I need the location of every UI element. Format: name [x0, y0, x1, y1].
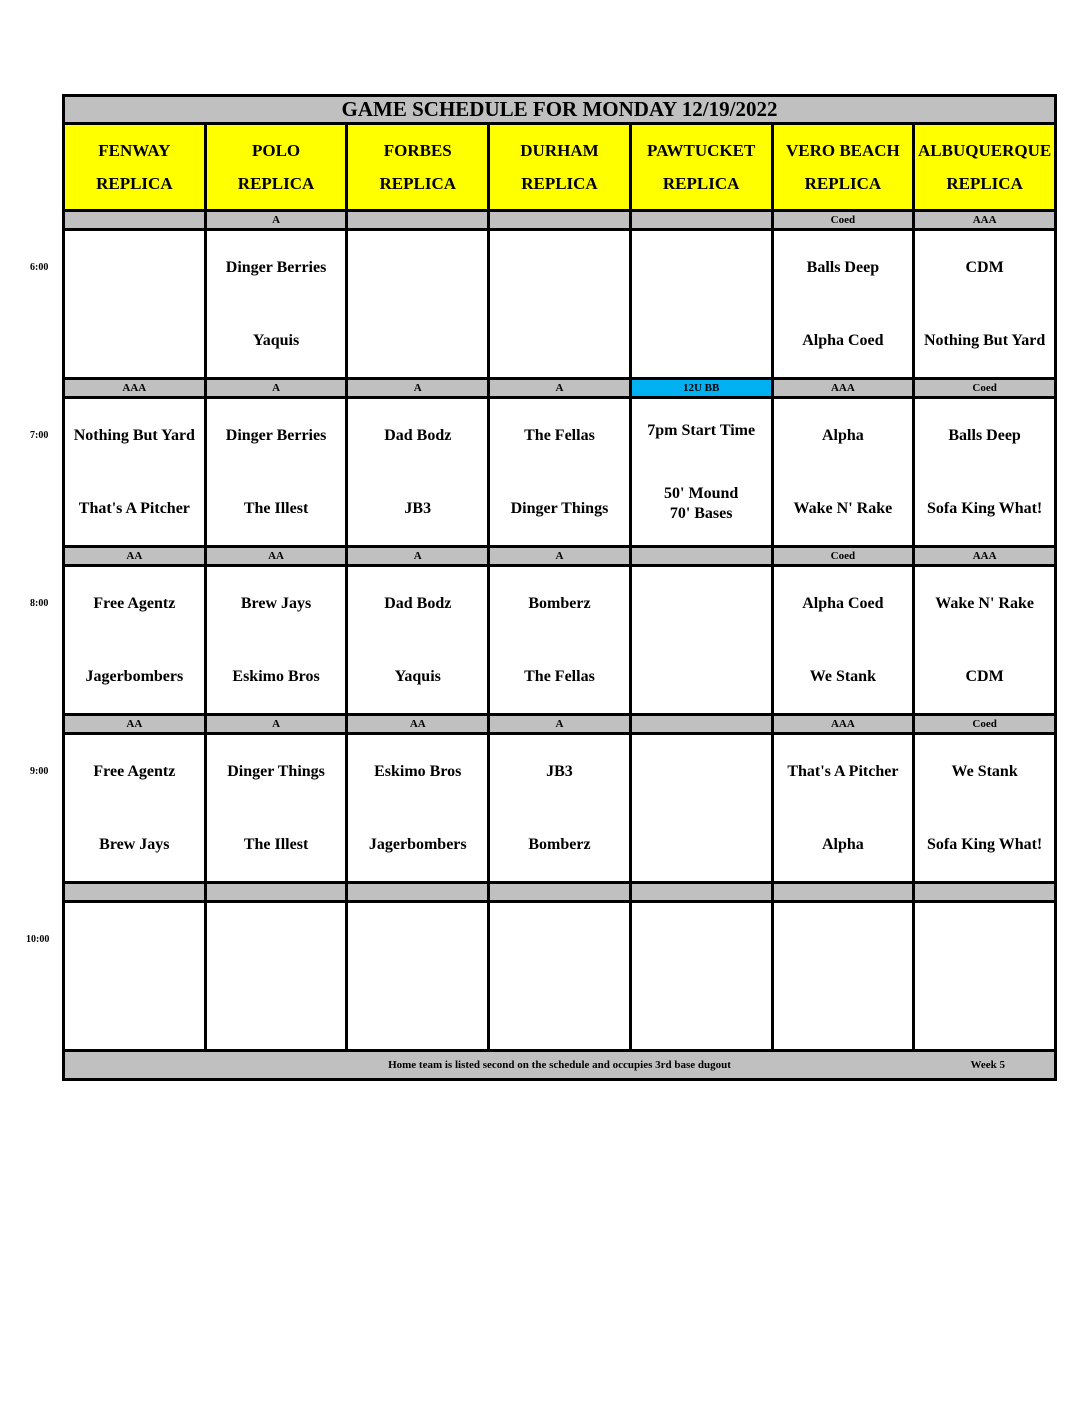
team-name: Dinger Berries: [225, 258, 327, 276]
game-cell: [630, 734, 772, 883]
game-cell: [914, 902, 1056, 1051]
team-name: We Stank: [809, 667, 876, 685]
team-name: Yaquis: [394, 667, 441, 685]
field-header: [630, 124, 772, 211]
division-label: A: [205, 379, 347, 398]
game-cell: [489, 230, 631, 379]
game-cell: [489, 902, 631, 1051]
game-cell: [772, 230, 914, 379]
note-line: 70' Bases: [669, 504, 733, 522]
team-name: That's A Pitcher: [787, 762, 899, 780]
field-header: [347, 124, 489, 211]
game-cell: [205, 902, 347, 1051]
division-label: [347, 883, 489, 902]
game-cell: [347, 734, 489, 883]
game-cell: [914, 398, 1056, 547]
field-name: FENWAY: [98, 141, 171, 160]
division-label: [205, 883, 347, 902]
team-name: Dad Bodz: [384, 594, 452, 612]
division-row: [64, 883, 1056, 902]
time-label: 9:00: [30, 765, 49, 777]
time-column: [0, 0, 62, 1408]
game-cell: [347, 566, 489, 715]
game-row: [64, 566, 1056, 715]
field-name: VERO BEACH: [785, 141, 900, 160]
team-name: The Fellas: [524, 426, 595, 444]
division-label: [630, 883, 772, 902]
team-name: Dinger Things: [510, 499, 609, 517]
team-name: Nothing But Yard: [73, 426, 195, 444]
team-name: JB3: [404, 499, 432, 517]
game-cell: [347, 398, 489, 547]
division-label: AA: [64, 715, 206, 734]
division-label: Coed: [914, 715, 1056, 734]
division-label: [489, 883, 631, 902]
division-label: [630, 547, 772, 566]
game-cell: [489, 566, 631, 715]
team-name: CDM: [965, 258, 1004, 276]
division-label: Coed: [772, 211, 914, 230]
game-cell: [64, 902, 206, 1051]
division-label: A: [205, 715, 347, 734]
team-name: Balls Deep: [806, 258, 880, 276]
team-name: Dinger Things: [227, 762, 325, 780]
schedule-title: GAME SCHEDULE FOR MONDAY 12/19/2022: [64, 96, 1056, 124]
field-name: DURHAM: [520, 141, 599, 160]
field-name: ALBUQUERQUE: [918, 141, 1052, 160]
game-cell: [64, 734, 206, 883]
team-name: Wake N' Rake: [793, 499, 893, 517]
team-name: Jagerbombers: [368, 835, 467, 853]
division-row: [64, 379, 1056, 398]
division-label: A: [489, 715, 631, 734]
field-sub: REPLICA: [662, 174, 740, 193]
team-name: Free Agentz: [93, 762, 176, 780]
field-header: [64, 124, 206, 211]
game-cell: [630, 566, 772, 715]
game-cell: [205, 566, 347, 715]
game-cell: [772, 734, 914, 883]
division-label: [64, 883, 206, 902]
game-row: [64, 230, 1056, 379]
game-cell: [914, 566, 1056, 715]
time-label: 6:00: [30, 261, 49, 273]
team-name: CDM: [965, 667, 1004, 685]
division-row: [64, 547, 1056, 566]
division-label: [489, 211, 631, 230]
game-cell: [630, 230, 772, 379]
team-name: Bomberz: [528, 594, 591, 612]
footer-note: Home team is listed second on the schedule and occupies 3rd base dugout: [388, 1059, 731, 1071]
team-name: We Stank: [951, 762, 1018, 780]
team-name: JB3: [546, 762, 573, 780]
team-name: The Illest: [243, 835, 309, 853]
game-cell: [489, 734, 631, 883]
division-label: AAA: [772, 379, 914, 398]
time-label: 7:00: [30, 429, 49, 441]
team-name: The Fellas: [524, 667, 595, 685]
division-label: A: [489, 379, 631, 398]
division-label: A: [489, 547, 631, 566]
game-cell: [630, 398, 772, 547]
team-name: The Illest: [243, 499, 309, 517]
note-line: 50' Mound: [664, 484, 739, 502]
field-header: [489, 124, 631, 211]
game-cell: [914, 734, 1056, 883]
game-cell: [205, 734, 347, 883]
division-label: AAA: [914, 547, 1056, 566]
team-name: 7pm Start Time: [647, 421, 756, 439]
game-row: [64, 398, 1056, 547]
game-row: [64, 902, 1056, 1051]
team-name: That's A Pitcher: [78, 499, 190, 517]
game-cell: [489, 398, 631, 547]
division-label: AA: [64, 547, 206, 566]
schedule-sheet: [62, 94, 1057, 1081]
field-name: PAWTUCKET: [647, 141, 756, 160]
field-header-row: [64, 124, 1056, 211]
team-name: Eskimo Bros: [374, 762, 462, 780]
game-row: [64, 734, 1056, 883]
division-label: Coed: [772, 547, 914, 566]
game-cell: [205, 230, 347, 379]
division-label: AA: [347, 715, 489, 734]
division-label: Coed: [914, 379, 1056, 398]
time-label: 8:00: [30, 597, 49, 609]
team-name: Alpha: [821, 426, 864, 444]
division-label: A: [205, 211, 347, 230]
note-group: [664, 484, 738, 524]
team-name: Wake N' Rake: [935, 594, 1034, 612]
game-cell: [772, 566, 914, 715]
team-name: Bomberz: [528, 835, 591, 853]
division-label: [64, 211, 206, 230]
division-row: [64, 715, 1056, 734]
team-name: Sofa King What!: [926, 835, 1043, 853]
title-row: [64, 96, 1056, 124]
game-cell: [630, 902, 772, 1051]
division-label: [630, 715, 772, 734]
field-name: FORBES: [383, 141, 452, 160]
game-cell: [914, 230, 1056, 379]
field-sub: REPLICA: [804, 174, 882, 193]
team-name: Jagerbombers: [85, 667, 184, 685]
team-name: Balls Deep: [948, 426, 1021, 444]
team-name: Alpha Coed: [802, 594, 884, 612]
team-name: Yaquis: [252, 331, 300, 349]
division-row: [64, 211, 1056, 230]
division-label: A: [347, 547, 489, 566]
team-name: Alpha: [821, 835, 864, 853]
division-label: [772, 883, 914, 902]
team-name: Free Agentz: [93, 594, 176, 612]
game-cell: [347, 230, 489, 379]
division-label: AAA: [914, 211, 1056, 230]
division-label: 12U BB: [630, 379, 772, 398]
field-header: [205, 124, 347, 211]
division-label: [914, 883, 1056, 902]
division-label: AAA: [772, 715, 914, 734]
division-label: [630, 211, 772, 230]
game-cell: [772, 398, 914, 547]
footer-cell: [64, 1051, 1056, 1080]
field-sub: REPLICA: [946, 174, 1023, 193]
field-header: [914, 124, 1056, 211]
game-cell: [205, 398, 347, 547]
team-name: Alpha Coed: [802, 331, 884, 349]
division-label: AA: [205, 547, 347, 566]
team-name: Dinger Berries: [225, 426, 327, 444]
footer-row: [64, 1051, 1056, 1080]
team-name: Sofa King What!: [926, 499, 1043, 517]
field-name: POLO: [251, 141, 301, 160]
team-name: Brew Jays: [99, 835, 170, 853]
week-label: Week 5: [970, 1059, 1005, 1071]
team-name: Nothing But Yard: [924, 331, 1046, 349]
division-label: AAA: [64, 379, 206, 398]
schedule-table: [62, 94, 1057, 1081]
team-name: Eskimo Bros: [232, 667, 320, 685]
field-sub: REPLICA: [379, 174, 457, 193]
division-label: [347, 211, 489, 230]
game-cell: [64, 230, 206, 379]
division-label: A: [347, 379, 489, 398]
team-name: Dad Bodz: [384, 426, 452, 444]
time-label: 10:00: [26, 933, 50, 945]
field-sub: REPLICA: [96, 174, 173, 193]
team-name: Brew Jays: [240, 594, 312, 612]
game-cell: [772, 902, 914, 1051]
game-cell: [64, 566, 206, 715]
field-sub: REPLICA: [521, 174, 598, 193]
field-sub: REPLICA: [237, 174, 315, 193]
game-cell: [64, 398, 206, 547]
field-header: [772, 124, 914, 211]
game-cell: [347, 902, 489, 1051]
